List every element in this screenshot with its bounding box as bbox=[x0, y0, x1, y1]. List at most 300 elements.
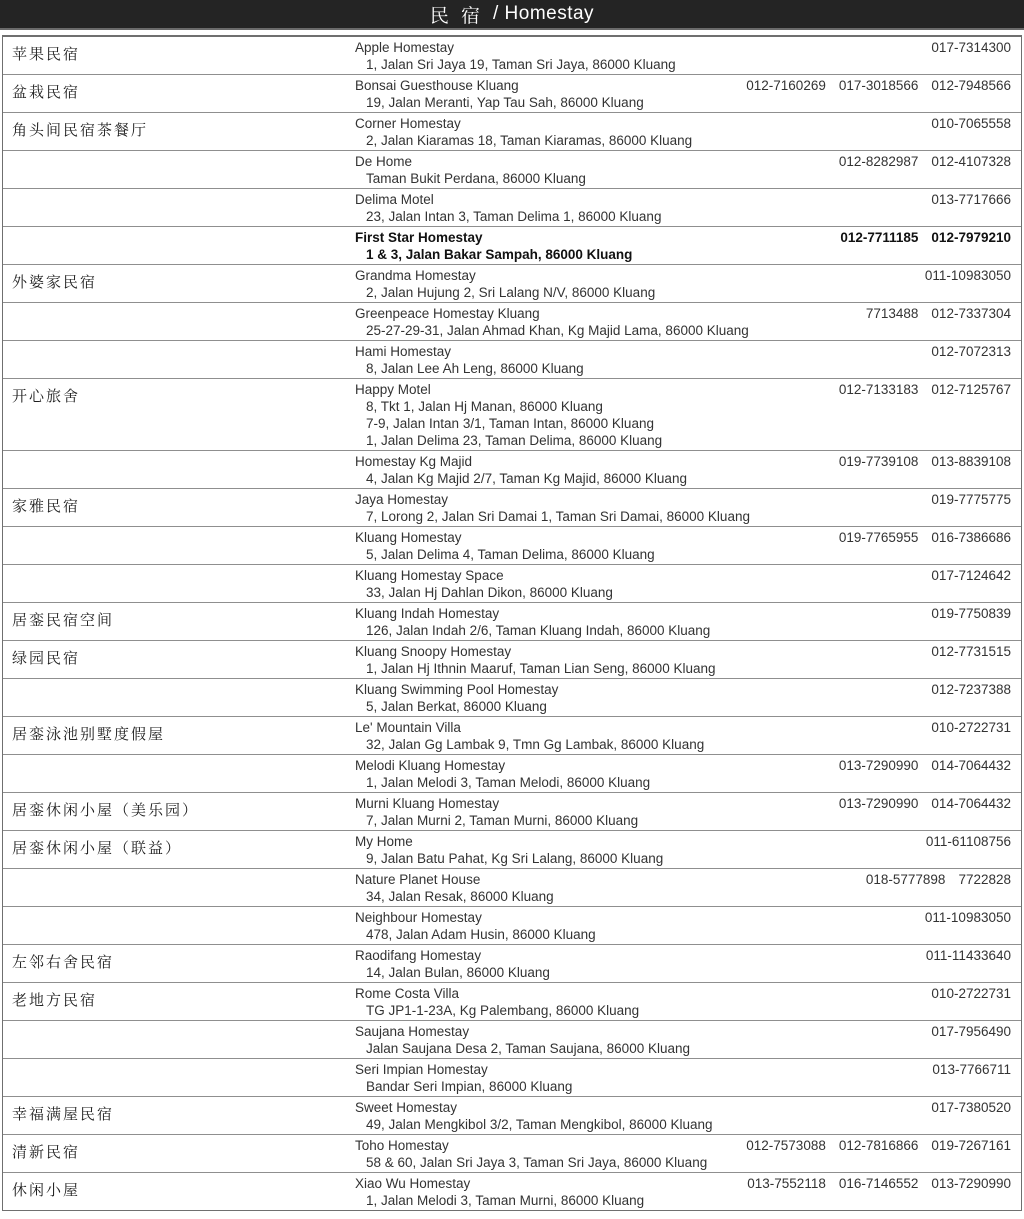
homestay-name-english: Kluang Homestay bbox=[355, 530, 462, 545]
name-and-phone-line bbox=[355, 191, 1011, 208]
phone-numbers bbox=[919, 1023, 1011, 1040]
name-and-phone-line bbox=[355, 229, 1011, 246]
name-and-phone-line bbox=[355, 153, 1011, 170]
phone-number: 010-2722731 bbox=[931, 720, 1011, 735]
phone-number: 013-7766711 bbox=[932, 1062, 1011, 1077]
table-row bbox=[3, 341, 1021, 379]
phone-number: 019-7775775 bbox=[931, 492, 1011, 507]
homestay-name-chinese bbox=[3, 341, 355, 378]
name-and-phone-line bbox=[355, 681, 1011, 698]
homestay-details bbox=[355, 793, 1021, 830]
phone-number: 019-7750839 bbox=[931, 606, 1011, 621]
homestay-name-english: Sweet Homestay bbox=[355, 1100, 458, 1115]
table-row bbox=[3, 603, 1021, 641]
chinese-name-text: 角头间民宿茶餐厅 bbox=[12, 121, 149, 139]
address-lines bbox=[355, 660, 1011, 677]
homestay-name-english: First Star Homestay bbox=[355, 230, 483, 245]
homestay-name-english: Apple Homestay bbox=[355, 40, 455, 55]
name-and-phone-line bbox=[355, 267, 1011, 284]
phone-numbers bbox=[914, 947, 1011, 964]
phone-number: 012-8282987 bbox=[838, 154, 919, 169]
address-lines bbox=[355, 322, 1011, 339]
address-lines bbox=[355, 546, 1011, 563]
homestay-name-english: Kluang Snoopy Homestay bbox=[355, 644, 512, 659]
chinese-name-text: 家雅民宿 bbox=[12, 497, 81, 515]
name-and-phone-line bbox=[355, 1023, 1011, 1040]
homestay-name-chinese bbox=[3, 869, 355, 906]
homestay-details bbox=[355, 113, 1021, 150]
homestay-details bbox=[355, 831, 1021, 868]
table-row bbox=[3, 869, 1021, 907]
phone-number: 012-4107328 bbox=[931, 154, 1011, 169]
phone-number: 012-7125767 bbox=[931, 382, 1011, 397]
address-line: 5, Jalan Delima 4, Taman Delima, 86000 Kluang bbox=[366, 547, 655, 562]
phone-number: 014-7064432 bbox=[931, 758, 1011, 773]
homestay-name-chinese bbox=[3, 793, 355, 830]
phone-numbers bbox=[827, 795, 1011, 812]
phone-numbers bbox=[919, 343, 1011, 360]
phone-numbers bbox=[919, 1099, 1011, 1116]
phone-numbers bbox=[919, 191, 1011, 208]
chinese-name-text: 居銮休闲小屋（联益） bbox=[12, 839, 183, 857]
address-lines bbox=[355, 284, 1011, 301]
phone-number: 013-7290990 bbox=[931, 1176, 1011, 1191]
address-lines bbox=[355, 698, 1011, 715]
homestay-name-chinese bbox=[3, 265, 355, 302]
address-lines bbox=[355, 1192, 1011, 1209]
homestay-name-english: Happy Motel bbox=[355, 382, 431, 397]
phone-number: 010-2722731 bbox=[931, 986, 1011, 1001]
homestay-name-english: Homestay Kg Majid bbox=[355, 454, 473, 469]
phone-number: 013-7552118 bbox=[747, 1176, 826, 1191]
address-line: 1, Jalan Melodi 3, Taman Melodi, 86000 Kluang bbox=[366, 775, 651, 790]
phone-number: 012-7979210 bbox=[931, 230, 1011, 245]
name-and-phone-line bbox=[355, 871, 1011, 888]
phone-number: 7722828 bbox=[958, 872, 1011, 887]
address-lines bbox=[355, 1154, 1011, 1171]
table-row bbox=[3, 793, 1021, 831]
homestay-name-english: Xiao Wu Homestay bbox=[355, 1176, 471, 1191]
phone-number: 011-10983050 bbox=[924, 910, 1011, 925]
homestay-details bbox=[355, 265, 1021, 302]
phone-number: 019-7267161 bbox=[931, 1138, 1011, 1153]
homestay-name-chinese bbox=[3, 1097, 355, 1134]
homestay-name-english: De Home bbox=[355, 154, 413, 169]
phone-number: 012-7731515 bbox=[931, 644, 1011, 659]
chinese-name-text: 开心旅舍 bbox=[12, 387, 81, 405]
phone-numbers bbox=[913, 909, 1011, 926]
address-line: 32, Jalan Gg Lambak 9, Tmn Gg Lambak, 86000 Kluang bbox=[366, 737, 705, 752]
address-line: Bandar Seri Impian, 86000 Kluang bbox=[366, 1079, 573, 1094]
address-lines bbox=[355, 736, 1011, 753]
name-and-phone-line bbox=[355, 343, 1011, 360]
phone-numbers bbox=[828, 229, 1011, 246]
homestay-name-english: Jaya Homestay bbox=[355, 492, 449, 507]
chinese-name-text: 苹果民宿 bbox=[12, 45, 81, 63]
address-lines bbox=[355, 246, 1011, 263]
homestay-name-chinese bbox=[3, 603, 355, 640]
address-lines bbox=[355, 812, 1011, 829]
homestay-name-chinese bbox=[3, 1173, 355, 1210]
phone-numbers bbox=[919, 643, 1011, 660]
homestay-details bbox=[355, 565, 1021, 602]
phone-numbers bbox=[827, 757, 1011, 774]
table-row bbox=[3, 451, 1021, 489]
homestay-details bbox=[355, 379, 1021, 450]
address-line: 126, Jalan Indah 2/6, Taman Kluang Indah, 86000 Kluang bbox=[366, 623, 711, 638]
phone-numbers bbox=[854, 305, 1011, 322]
table-row bbox=[3, 945, 1021, 983]
phone-number: 011-10983050 bbox=[924, 268, 1011, 283]
phone-number: 012-7573088 bbox=[746, 1138, 826, 1153]
homestay-details bbox=[355, 1173, 1021, 1210]
homestay-details bbox=[355, 451, 1021, 488]
homestay-name-chinese bbox=[3, 831, 355, 868]
address-line: 19, Jalan Meranti, Yap Tau Sah, 86000 Kluang bbox=[366, 95, 644, 110]
homestay-name-chinese bbox=[3, 1021, 355, 1058]
homestay-details bbox=[355, 303, 1021, 340]
page-title-chinese: 民 宿 bbox=[429, 4, 483, 27]
address-lines bbox=[355, 774, 1011, 791]
name-and-phone-line bbox=[355, 605, 1011, 622]
table-row bbox=[3, 227, 1021, 265]
address-lines bbox=[355, 508, 1011, 525]
homestay-details bbox=[355, 603, 1021, 640]
address-line: 58 & 60, Jalan Sri Jaya 3, Taman Sri Jaya, 86000 Kluang bbox=[366, 1155, 708, 1170]
address-line: Jalan Saujana Desa 2, Taman Saujana, 86000 Kluang bbox=[366, 1041, 690, 1056]
homestay-details bbox=[355, 75, 1021, 112]
homestay-name-chinese bbox=[3, 451, 355, 488]
phone-number: 012-7948566 bbox=[931, 78, 1011, 93]
address-lines bbox=[355, 622, 1011, 639]
homestay-name-chinese bbox=[3, 379, 355, 450]
phone-number: 013-8839108 bbox=[931, 454, 1011, 469]
address-line: 2, Jalan Kiaramas 18, Taman Kiaramas, 86000 Kluang bbox=[366, 133, 693, 148]
phone-number: 011-61108756 bbox=[925, 834, 1011, 849]
homestay-name-chinese bbox=[3, 755, 355, 792]
phone-number: 017-7380520 bbox=[931, 1100, 1011, 1115]
phone-number: 013-7717666 bbox=[931, 192, 1011, 207]
homestay-name-english: My Home bbox=[355, 834, 413, 849]
chinese-name-text: 居銮泳池别墅度假屋 bbox=[12, 725, 166, 743]
address-line: 9, Jalan Batu Pahat, Kg Sri Lalang, 86000 Kluang bbox=[366, 851, 664, 866]
phone-number: 017-7124642 bbox=[931, 568, 1011, 583]
address-lines bbox=[355, 1002, 1011, 1019]
homestay-name-english: Kluang Swimming Pool Homestay bbox=[355, 682, 559, 697]
name-and-phone-line bbox=[355, 491, 1011, 508]
address-lines bbox=[355, 850, 1011, 867]
table-row bbox=[3, 151, 1021, 189]
table-row bbox=[3, 265, 1021, 303]
chinese-name-text: 居銮民宿空间 bbox=[12, 611, 115, 629]
homestay-details bbox=[355, 945, 1021, 982]
chinese-name-text: 休闲小屋 bbox=[12, 1181, 81, 1199]
phone-numbers bbox=[919, 39, 1011, 56]
name-and-phone-line bbox=[355, 1175, 1011, 1192]
name-and-phone-line bbox=[355, 305, 1011, 322]
homestay-details bbox=[355, 227, 1021, 264]
phone-number: 7713488 bbox=[865, 306, 919, 321]
address-lines bbox=[355, 1040, 1011, 1057]
phone-number: 019-7765955 bbox=[838, 530, 919, 545]
homestay-details bbox=[355, 641, 1021, 678]
chinese-name-text: 幸福满屋民宿 bbox=[12, 1105, 115, 1123]
homestay-name-chinese bbox=[3, 1135, 355, 1172]
phone-numbers bbox=[827, 453, 1011, 470]
homestay-name-english: Neighbour Homestay bbox=[355, 910, 482, 925]
address-lines bbox=[355, 208, 1011, 225]
address-line: 2, Jalan Hujung 2, Sri Lalang N/V, 86000 Kluang bbox=[366, 285, 656, 300]
homestay-name-chinese bbox=[3, 489, 355, 526]
homestay-details bbox=[355, 489, 1021, 526]
phone-numbers bbox=[919, 681, 1011, 698]
phone-numbers bbox=[734, 77, 1011, 94]
phone-number: 016-7386686 bbox=[931, 530, 1011, 545]
address-line: 34, Jalan Resak, 86000 Kluang bbox=[366, 889, 554, 904]
homestay-name-chinese bbox=[3, 565, 355, 602]
homestay-details bbox=[355, 341, 1021, 378]
homestay-name-chinese bbox=[3, 37, 355, 74]
table-row bbox=[3, 755, 1021, 793]
address-lines bbox=[355, 398, 1011, 449]
table-row bbox=[3, 1173, 1021, 1210]
name-and-phone-line bbox=[355, 947, 1011, 964]
table-row bbox=[3, 1135, 1021, 1173]
address-line: 25-27-29-31, Jalan Ahmad Khan, Kg Majid Lama, 86000 Kluang bbox=[366, 323, 749, 338]
address-line: 478, Jalan Adam Husin, 86000 Kluang bbox=[366, 927, 596, 942]
address-lines bbox=[355, 470, 1011, 487]
address-lines bbox=[355, 170, 1011, 187]
table-row bbox=[3, 907, 1021, 945]
phone-numbers bbox=[827, 529, 1011, 546]
address-line: 1, Jalan Melodi 3, Taman Murni, 86000 Kluang bbox=[366, 1193, 645, 1208]
homestay-name-english: Delima Motel bbox=[355, 192, 434, 207]
table-row bbox=[3, 37, 1021, 75]
name-and-phone-line bbox=[355, 985, 1011, 1002]
phone-number: 012-7816866 bbox=[838, 1138, 919, 1153]
homestay-details bbox=[355, 151, 1021, 188]
homestay-name-chinese bbox=[3, 189, 355, 226]
phone-number: 017-3018566 bbox=[838, 78, 919, 93]
address-line: 33, Jalan Hj Dahlan Dikon, 86000 Kluang bbox=[366, 585, 613, 600]
table-row bbox=[3, 113, 1021, 151]
phone-numbers bbox=[827, 381, 1011, 398]
address-lines bbox=[355, 94, 1011, 111]
phone-numbers bbox=[734, 1137, 1011, 1154]
phone-number: 012-7337304 bbox=[931, 306, 1011, 321]
phone-numbers bbox=[920, 1061, 1011, 1078]
homestay-name-english: Murni Kluang Homestay bbox=[355, 796, 500, 811]
homestay-name-english: Hami Homestay bbox=[355, 344, 452, 359]
homestay-name-chinese bbox=[3, 717, 355, 754]
table-row bbox=[3, 717, 1021, 755]
address-lines bbox=[355, 888, 1011, 905]
homestay-table bbox=[2, 35, 1022, 1211]
address-line: TG JP1-1-23A, Kg Palembang, 86000 Kluang bbox=[366, 1003, 640, 1018]
phone-number: 012-7133183 bbox=[838, 382, 919, 397]
chinese-name-text: 清新民宿 bbox=[12, 1143, 81, 1161]
homestay-name-english: Seri Impian Homestay bbox=[355, 1062, 488, 1077]
name-and-phone-line bbox=[355, 1137, 1011, 1154]
phone-number: 013-7290990 bbox=[838, 758, 919, 773]
homestay-details bbox=[355, 907, 1021, 944]
homestay-details bbox=[355, 679, 1021, 716]
phone-numbers bbox=[735, 1175, 1011, 1192]
phone-number: 017-7314300 bbox=[931, 40, 1011, 55]
name-and-phone-line bbox=[355, 1099, 1011, 1116]
name-and-phone-line bbox=[355, 833, 1011, 850]
name-and-phone-line bbox=[355, 381, 1011, 398]
homestay-details bbox=[355, 755, 1021, 792]
phone-number: 011-11433640 bbox=[925, 948, 1011, 963]
homestay-details bbox=[355, 37, 1021, 74]
homestay-name-chinese bbox=[3, 945, 355, 982]
homestay-details bbox=[355, 869, 1021, 906]
name-and-phone-line bbox=[355, 567, 1011, 584]
homestay-name-english: Grandma Homestay bbox=[355, 268, 476, 283]
address-line: 7, Jalan Murni 2, Taman Murni, 86000 Kluang bbox=[366, 813, 639, 828]
phone-number: 012-7160269 bbox=[746, 78, 826, 93]
table-row bbox=[3, 189, 1021, 227]
table-row bbox=[3, 1059, 1021, 1097]
phone-numbers bbox=[919, 719, 1011, 736]
address-line: 8, Tkt 1, Jalan Hj Manan, 86000 Kluang bbox=[366, 399, 603, 414]
address-line: 49, Jalan Mengkibol 3/2, Taman Mengkibol, 86000 Kluang bbox=[366, 1117, 713, 1132]
address-lines bbox=[355, 1116, 1011, 1133]
homestay-details bbox=[355, 1135, 1021, 1172]
chinese-name-text: 老地方民宿 bbox=[12, 991, 98, 1009]
address-lines bbox=[355, 132, 1011, 149]
phone-numbers bbox=[914, 833, 1011, 850]
phone-number: 012-7711185 bbox=[840, 230, 919, 245]
phone-number: 012-7072313 bbox=[931, 344, 1011, 359]
homestay-name-english: Melodi Kluang Homestay bbox=[355, 758, 506, 773]
address-lines bbox=[355, 584, 1011, 601]
address-lines bbox=[355, 56, 1011, 73]
name-and-phone-line bbox=[355, 39, 1011, 56]
phone-numbers bbox=[919, 605, 1011, 622]
homestay-name-english: Kluang Indah Homestay bbox=[355, 606, 500, 621]
name-and-phone-line bbox=[355, 1061, 1011, 1078]
address-line: 1, Jalan Hj Ithnin Maaruf, Taman Lian Seng, 86000 Kluang bbox=[366, 661, 716, 676]
phone-number: 014-7064432 bbox=[931, 796, 1011, 811]
table-row bbox=[3, 831, 1021, 869]
homestay-name-english: Raodifang Homestay bbox=[355, 948, 482, 963]
homestay-name-chinese bbox=[3, 907, 355, 944]
name-and-phone-line bbox=[355, 795, 1011, 812]
phone-numbers bbox=[854, 871, 1011, 888]
table-row bbox=[3, 1021, 1021, 1059]
phone-numbers bbox=[919, 567, 1011, 584]
homestay-details bbox=[355, 189, 1021, 226]
phone-number: 012-7237388 bbox=[931, 682, 1011, 697]
homestay-name-chinese bbox=[3, 75, 355, 112]
table-row bbox=[3, 527, 1021, 565]
name-and-phone-line bbox=[355, 909, 1011, 926]
homestay-details bbox=[355, 527, 1021, 564]
table-row bbox=[3, 489, 1021, 527]
homestay-details bbox=[355, 1097, 1021, 1134]
name-and-phone-line bbox=[355, 529, 1011, 546]
address-line: 7, Lorong 2, Jalan Sri Damai 1, Taman Sri Damai, 86000 Kluang bbox=[366, 509, 750, 524]
phone-number: 019-7739108 bbox=[838, 454, 919, 469]
phone-number: 010-7065558 bbox=[931, 116, 1011, 131]
homestay-details bbox=[355, 983, 1021, 1020]
phone-number: 016-7146552 bbox=[838, 1176, 919, 1191]
address-line: 5, Jalan Berkat, 86000 Kluang bbox=[366, 699, 547, 714]
phone-number: 017-7956490 bbox=[931, 1024, 1011, 1039]
homestay-name-english: Toho Homestay bbox=[355, 1138, 449, 1153]
homestay-name-chinese bbox=[3, 151, 355, 188]
homestay-name-english: Greenpeace Homestay Kluang bbox=[355, 306, 540, 321]
phone-numbers bbox=[919, 491, 1011, 508]
table-row bbox=[3, 303, 1021, 341]
address-line: 1 & 3, Jalan Bakar Sampah, 86000 Kluang bbox=[366, 247, 633, 262]
name-and-phone-line bbox=[355, 77, 1011, 94]
address-line: 1, Jalan Sri Jaya 19, Taman Sri Jaya, 86000 Kluang bbox=[366, 57, 676, 72]
homestay-name-chinese bbox=[3, 679, 355, 716]
address-line: 4, Jalan Kg Majid 2/7, Taman Kg Majid, 86000 Kluang bbox=[366, 471, 687, 486]
homestay-name-chinese bbox=[3, 303, 355, 340]
address-lines bbox=[355, 1078, 1011, 1095]
homestay-details bbox=[355, 717, 1021, 754]
table-row bbox=[3, 1097, 1021, 1135]
table-row bbox=[3, 379, 1021, 451]
homestay-name-english: Rome Costa Villa bbox=[355, 986, 460, 1001]
address-line: 23, Jalan Intan 3, Taman Delima 1, 86000 Kluang bbox=[366, 209, 662, 224]
address-line: Taman Bukit Perdana, 86000 Kluang bbox=[366, 171, 586, 186]
name-and-phone-line bbox=[355, 719, 1011, 736]
phone-numbers bbox=[919, 115, 1011, 132]
homestay-name-chinese bbox=[3, 1059, 355, 1096]
phone-numbers bbox=[827, 153, 1011, 170]
homestay-name-english: Saujana Homestay bbox=[355, 1024, 470, 1039]
homestay-name-english: Bonsai Guesthouse Kluang bbox=[355, 78, 519, 93]
homestay-name-chinese bbox=[3, 527, 355, 564]
homestay-name-english: Nature Planet House bbox=[355, 872, 481, 887]
chinese-name-text: 左邻右舍民宿 bbox=[12, 953, 115, 971]
table-row bbox=[3, 641, 1021, 679]
chinese-name-text: 居銮休闲小屋（美乐园） bbox=[12, 801, 200, 819]
phone-numbers bbox=[913, 267, 1011, 284]
homestay-name-english: Kluang Homestay Space bbox=[355, 568, 504, 583]
name-and-phone-line bbox=[355, 643, 1011, 660]
address-line: 7-9, Jalan Intan 3/1, Taman Intan, 86000 Kluang bbox=[366, 416, 654, 431]
chinese-name-text: 外婆家民宿 bbox=[12, 273, 98, 291]
chinese-name-text: 盆栽民宿 bbox=[12, 83, 81, 101]
table-row bbox=[3, 75, 1021, 113]
name-and-phone-line bbox=[355, 757, 1011, 774]
table-row bbox=[3, 679, 1021, 717]
homestay-name-chinese bbox=[3, 983, 355, 1020]
phone-number: 018-5777898 bbox=[865, 872, 946, 887]
name-and-phone-line bbox=[355, 115, 1011, 132]
page-title-english: / Homestay bbox=[492, 3, 595, 24]
address-line: 1, Jalan Delima 23, Taman Delima, 86000 Kluang bbox=[366, 433, 663, 448]
address-line: 8, Jalan Lee Ah Leng, 86000 Kluang bbox=[366, 361, 584, 376]
homestay-name-chinese bbox=[3, 641, 355, 678]
address-line: 14, Jalan Bulan, 86000 Kluang bbox=[366, 965, 550, 980]
homestay-name-chinese bbox=[3, 113, 355, 150]
homestay-details bbox=[355, 1021, 1021, 1058]
homestay-name-english: Le' Mountain Villa bbox=[355, 720, 461, 735]
table-row bbox=[3, 565, 1021, 603]
address-lines bbox=[355, 964, 1011, 981]
address-lines bbox=[355, 360, 1011, 377]
table-row bbox=[3, 983, 1021, 1021]
homestay-name-chinese bbox=[3, 227, 355, 264]
address-lines bbox=[355, 926, 1011, 943]
